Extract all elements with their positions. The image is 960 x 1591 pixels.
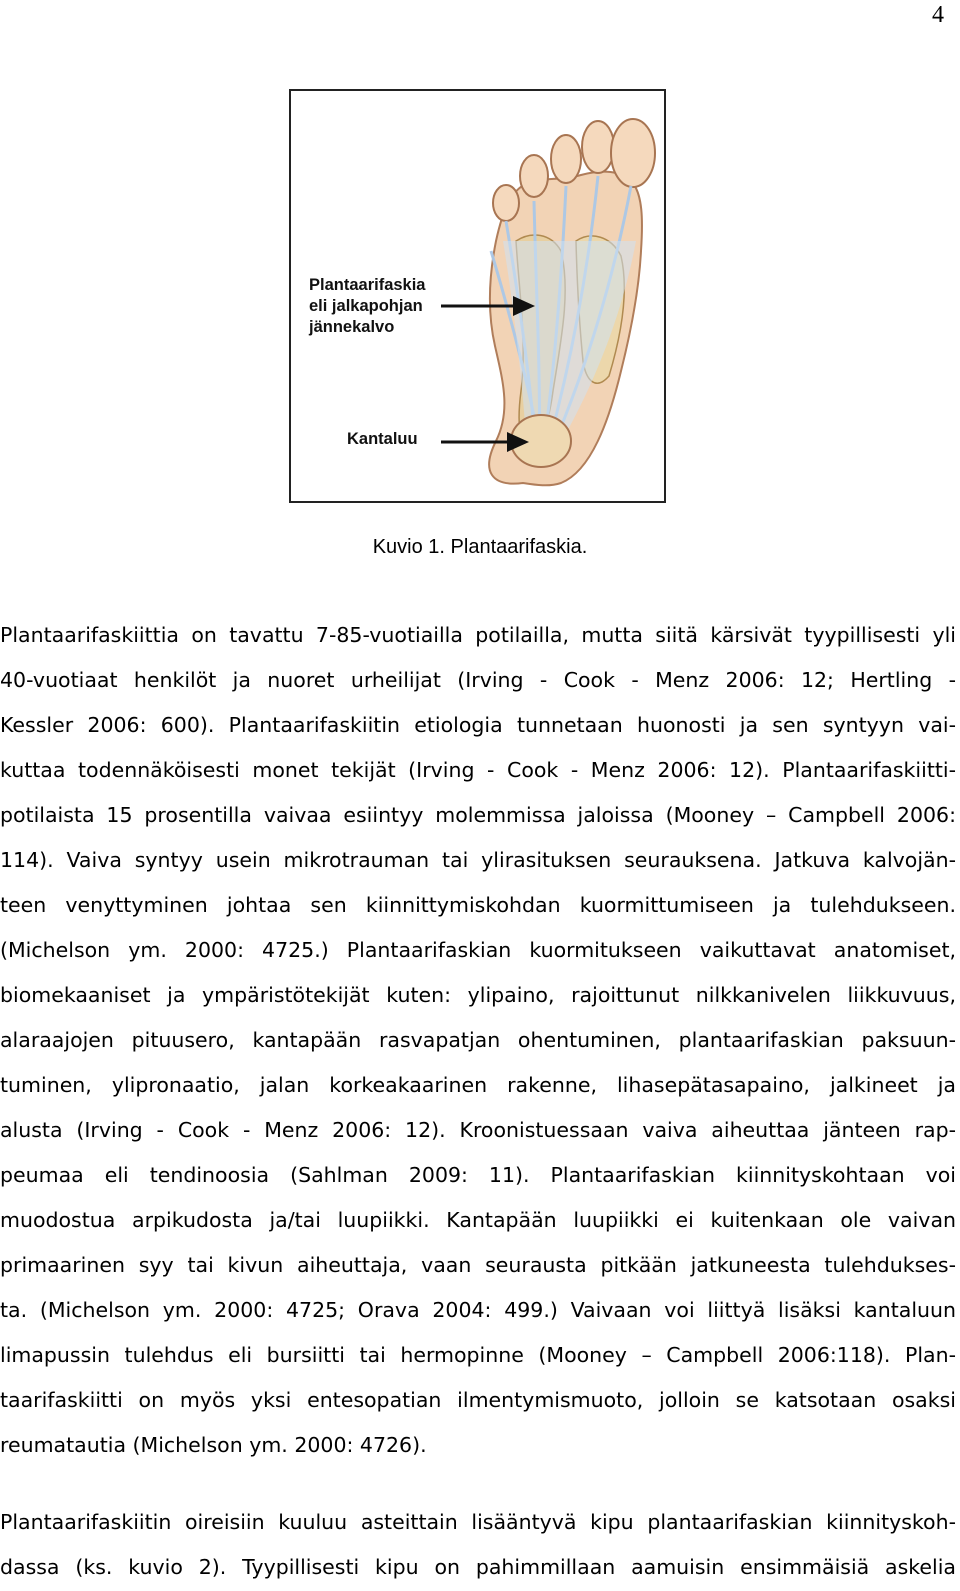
text-line: peumaa eli tendinoosia (Sahlman 2009: 11). Plantaarifaskian kiinnityskohtaan voi [0, 1163, 956, 1187]
toe-2 [582, 121, 614, 173]
text-line: Plantaarifaskiitin oireisiin kuuluu asteittain lisääntyvä kipu plantaarifaskian kiinnityskoh- [0, 1510, 956, 1534]
text-line: 114). Vaiva syntyy usein mikrotrauman tai ylirasituksen seurauksena. Jatkuva kalvojän- [0, 848, 956, 872]
text-line: teen venyttyminen johtaa sen kiinnittymiskohdan kuormittumiseen ja tulehdukseen. [0, 893, 956, 917]
text-line: dassa (ks. kuvio 2). Tyypillisesti kipu on pahimmillaan aamuisin ensimmäisiä askelia [0, 1555, 956, 1579]
fascia-label-line2: eli jalkapohjan [309, 297, 423, 315]
text-line: biomekaaniset ja ympäristötekijät kuten: ylipaino, rajoittunut nilkkanivelen liikkuvuus, [0, 983, 956, 1007]
text-line: muodostua arpikudosta ja/tai luupiikki. Kantapään luupiikki ei kuitenkaan ole vaivan [0, 1208, 956, 1232]
text-line: ta. (Michelson ym. 2000: 4725; Orava 2004: 499.) Vaivaan voi liittyä lisäksi kantaluun [0, 1298, 956, 1322]
paragraph-2 [0, 1500, 956, 1590]
text-line: reumatautia (Michelson ym. 2000: 4726). [0, 1433, 427, 1457]
toe-4 [520, 155, 548, 197]
toe-3 [551, 135, 581, 183]
text-line: taarifaskiitti on myös yksi entesopatian ilmentymismuoto, jolloin se katsotaan osaksi [0, 1388, 956, 1412]
page-number: 4 [932, 2, 944, 28]
text-line: Plantaarifaskiittia on tavattu 7-85-vuotiailla potilailla, mutta siitä kärsivät tyypillisesti yli [0, 623, 956, 647]
paragraph-1 [0, 613, 956, 1468]
text-line: alusta (Irving - Cook - Menz 2006: 12). Kroonistuessaan vaiva aiheuttaa jänteen rap- [0, 1118, 956, 1142]
figure-caption: Kuvio 1. Plantaarifaskia. [372, 536, 588, 558]
text-line: 40-vuotiaat henkilöt ja nuoret urheilijat (Irving - Cook - Menz 2006: 12; Hertling - [0, 668, 956, 692]
fascia-label-line3: jännekalvo [309, 318, 395, 336]
text-line: tuminen, ylipronaatio, jalan korkeakaarinen rakenne, lihasepätasapaino, jalkineet ja [0, 1073, 956, 1097]
toe-5 [493, 185, 519, 221]
text-line: potilaista 15 prosentilla vaivaa esiintyy molemmissa jaloissa (Mooney – Campbell 2006: [0, 803, 956, 827]
text-line: primaarinen syy tai kivun aiheuttaja, vaan seurausta pitkään jatkuneesta tulehdukses- [0, 1253, 956, 1277]
fascia-label-line1: Plantaarifaskia [309, 276, 426, 294]
fascia-label [309, 275, 425, 338]
heel-label: Kantaluu [347, 430, 418, 448]
text-line: alaraajojen pituusero, kantapään rasvapatjan ohentuminen, plantaarifaskian paksuun- [0, 1028, 956, 1052]
figure-plantar-fascia [289, 89, 666, 503]
toe-1 [611, 119, 655, 187]
text-line: limapussin tulehdus eli bursiitti tai hermopinne (Mooney – Campbell 2006:118). Plan- [0, 1343, 956, 1367]
text-line: (Michelson ym. 2000: 4725.) Plantaarifaskian kuormitukseen vaikuttavat anatomiset, [0, 938, 956, 962]
text-line: kuttaa todennäköisesti monet tekijät (Irving - Cook - Menz 2006: 12). Plantaarifaskiitti- [0, 758, 956, 782]
text-line: Kessler 2006: 600). Plantaarifaskiitin etiologia tunnetaan huonosti ja sen syntyyn vai- [0, 713, 956, 737]
